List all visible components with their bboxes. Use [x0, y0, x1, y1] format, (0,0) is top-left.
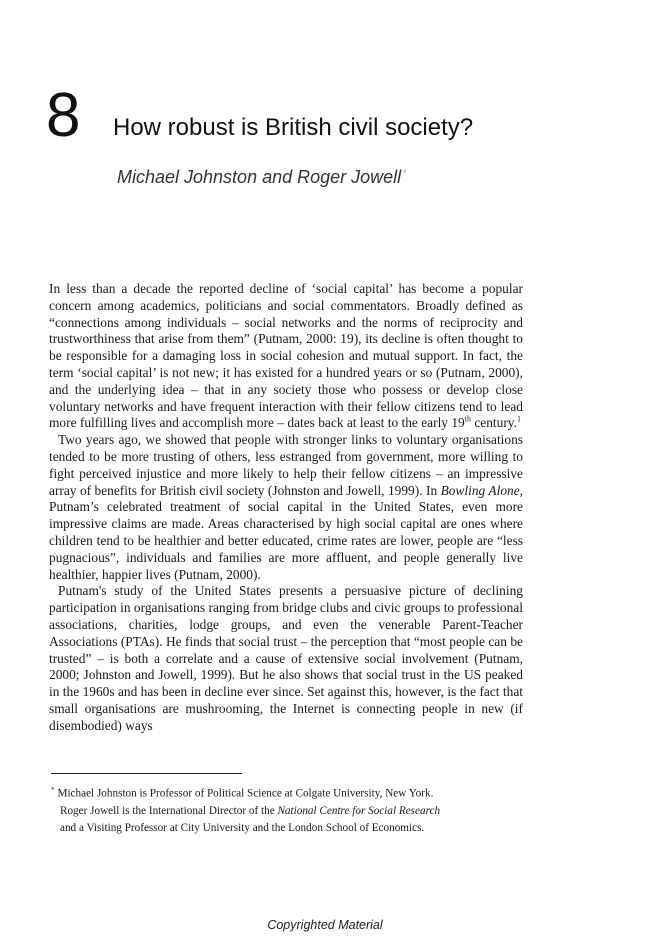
book-title: Bowling Alone, — [440, 482, 523, 498]
ordinal-suffix: th — [464, 414, 471, 424]
footnote-organisation: National Centre for Social Research — [277, 804, 441, 817]
paragraph-1 — [49, 281, 523, 432]
chapter-number: 8 — [46, 81, 81, 150]
footnote-divider — [51, 773, 242, 774]
paragraph-2-text-a: Two years ago, we showed that people with stronger links to voluntary organisations tended to be more trusting of others, less estranged from government, more willing to fight perceived injustice and more likely to help their fellow citizens – an impressive array of benefits for British civil society (Johnston and Jowell, 1999). In — [49, 432, 523, 498]
footnote-line-3: and a Visiting Professor at City University and the London School of Economics. — [60, 821, 425, 834]
footnote — [51, 782, 525, 837]
author-footnote-mark: * — [403, 168, 407, 178]
footnote-line-2-text: Roger Jowell is the International Director of the — [60, 804, 278, 817]
footnote-mark: * — [51, 786, 55, 794]
footnote-line-2 — [51, 803, 525, 820]
paragraph-2 — [49, 432, 523, 583]
footnote-line-1-text: Michael Johnston is Professor of Political Science at Colgate University, New York. — [57, 787, 434, 800]
endnote-ref: 1 — [516, 414, 521, 424]
paragraph-1-text: In less than a decade the reported decline of ‘social capital’ has become a popular concern among academics, politicians and social commentators. Broadly defined as “connections among individuals – social networks and the norms of reciprocity and trustworthiness that arise from them” (Putnam, 2000: 19), its decline is often thought to be responsible for a damaging loss in social cohesion and mutual support. In fact, the term ‘social capital’ is not new; it has existed for a hundred years or so (Putnam, 2000), and the underlying idea – that in any society those who possess or develop close voluntary networks and have frequent interaction with their fellow citizens tend to lead more fulfilling lives and accomplish more – dates back at least to the early 19 — [49, 281, 523, 431]
chapter-authors — [117, 161, 407, 189]
body-text — [49, 281, 523, 735]
footnote-line-1 — [51, 782, 525, 803]
authors-text: Michael Johnston and Roger Jowell — [117, 167, 402, 187]
paragraph-3: Putnam's study of the United States presents a persuasive picture of declining participation in organisations ranging from bridge clubs and civic groups to professional associations, charities, lodge groups, and even the venerable Parent-Teacher Associations (PTAs). He finds that social trust – the perception that “most people can be trusted” – is both a correlate and a cause of extensive social involvement (Putnam, 2000; Johnston and Jowell, 1999). But he also shows that social trust in the US peaked in the 1960s and has been in decline ever since. Set against this, however, is the fact that small organisations are mushrooming, the Internet is connecting people in new (if disembodied) ways — [49, 583, 523, 733]
chapter-title: How robust is British civil society? — [113, 114, 474, 141]
paragraph-2-text-b: Putnam’s celebrated treatment of social capital in the United States, even more impressive claims are made. Areas characterised by high social capital are ones where children tend to be healthier and better educated, crime rates are lower, people are “less pugnacious”, individuals and families are more affluent, and people generally live healthier, happier lives (Putnam, 2000). — [49, 499, 523, 582]
paragraph-1-end: century. — [470, 415, 517, 431]
copyright-notice: Copyrighted Material — [267, 918, 383, 932]
